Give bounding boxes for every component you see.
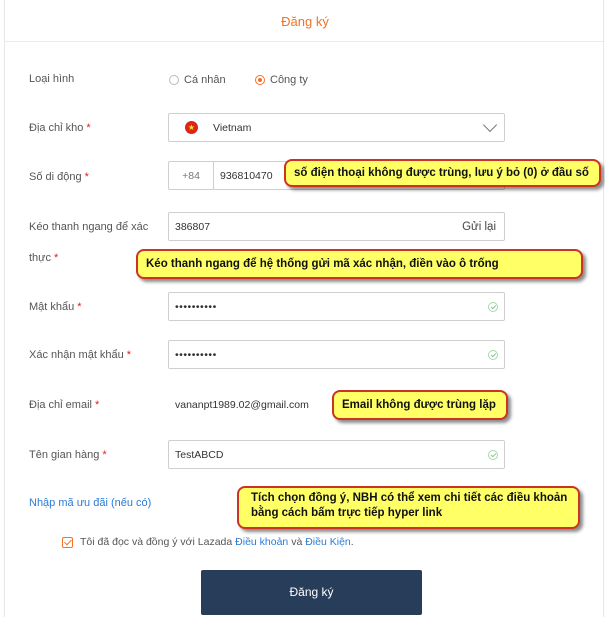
shop-name-input[interactable]: [168, 440, 505, 469]
phone-prefix-value: +84: [182, 170, 200, 182]
radio-company[interactable]: [255, 75, 265, 85]
verify-label-line1: Kéo thanh ngang để xác: [29, 221, 149, 233]
warehouse-label: Địa chỉ kho *: [29, 122, 91, 134]
email-value: vananpt1989.02@gmail.com: [175, 399, 309, 411]
phone-note-callout: số điện thoại không được trùng, lưu ý bỏ (0) ở đầu số: [284, 159, 601, 187]
confirm-password-value: ••••••••••: [175, 349, 217, 361]
password-label: Mật khẩu *: [29, 301, 82, 313]
agree-terms-checkbox[interactable]: [62, 537, 73, 548]
email-note-callout: Email không được trùng lặp: [332, 390, 508, 420]
verification-code-value: 386807: [175, 221, 211, 233]
register-button[interactable]: Đăng ký: [201, 570, 422, 615]
agree-text-before: Tôi đã đọc và đồng ý với Lazada: [80, 536, 233, 548]
conditions-link[interactable]: Điều Kiện: [305, 536, 351, 548]
account-type-label: Loại hình: [29, 73, 75, 85]
password-input[interactable]: [168, 292, 505, 321]
confirm-password-input[interactable]: [168, 340, 505, 369]
verify-label-line2: thực *: [29, 252, 59, 264]
shop-name-label: Tên gian hàng *: [29, 449, 107, 461]
phone-value: 936810470: [220, 170, 273, 182]
password-value: ••••••••••: [175, 301, 217, 313]
check-circle-icon: [488, 450, 498, 460]
radio-company-label: Công ty: [270, 74, 308, 86]
terms-note-line1: Tích chọn đồng ý, NBH có thể xem chi tiết các điều khoản: [251, 492, 568, 504]
chevron-down-icon: [483, 118, 497, 132]
warehouse-value: Vietnam: [213, 122, 252, 134]
slider-note-callout: Kéo thanh ngang để hệ thống gửi mã xác nhận, điền vào ô trống: [136, 249, 583, 279]
check-circle-icon: [488, 302, 498, 312]
terms-link[interactable]: Điều khoản: [235, 536, 289, 548]
vietnam-flag-icon: ★: [185, 121, 198, 134]
resend-button[interactable]: Gửi lại: [462, 221, 496, 233]
radio-individual-label: Cá nhân: [184, 74, 226, 86]
page-title: Đăng ký: [5, 0, 605, 42]
confirm-password-label: Xác nhận mật khẩu *: [29, 349, 132, 361]
verification-code-input[interactable]: [168, 212, 505, 241]
phone-label: Số di động *: [29, 171, 89, 183]
radio-individual[interactable]: [169, 75, 179, 85]
shop-name-value: TestABCD: [175, 449, 224, 461]
agree-terms-text: [80, 536, 354, 548]
terms-note-line2: bằng cách bấm trực tiếp hyper link: [251, 507, 443, 519]
terms-note-callout: [237, 486, 580, 529]
warehouse-select[interactable]: [168, 113, 505, 142]
agree-connector: và: [291, 536, 303, 548]
agree-end: .: [350, 536, 354, 548]
phone-prefix[interactable]: [168, 161, 214, 190]
check-circle-icon: [488, 350, 498, 360]
promo-code-link[interactable]: Nhập mã ưu đãi (nếu có): [29, 497, 152, 509]
email-label: Địa chỉ email *: [29, 399, 100, 411]
